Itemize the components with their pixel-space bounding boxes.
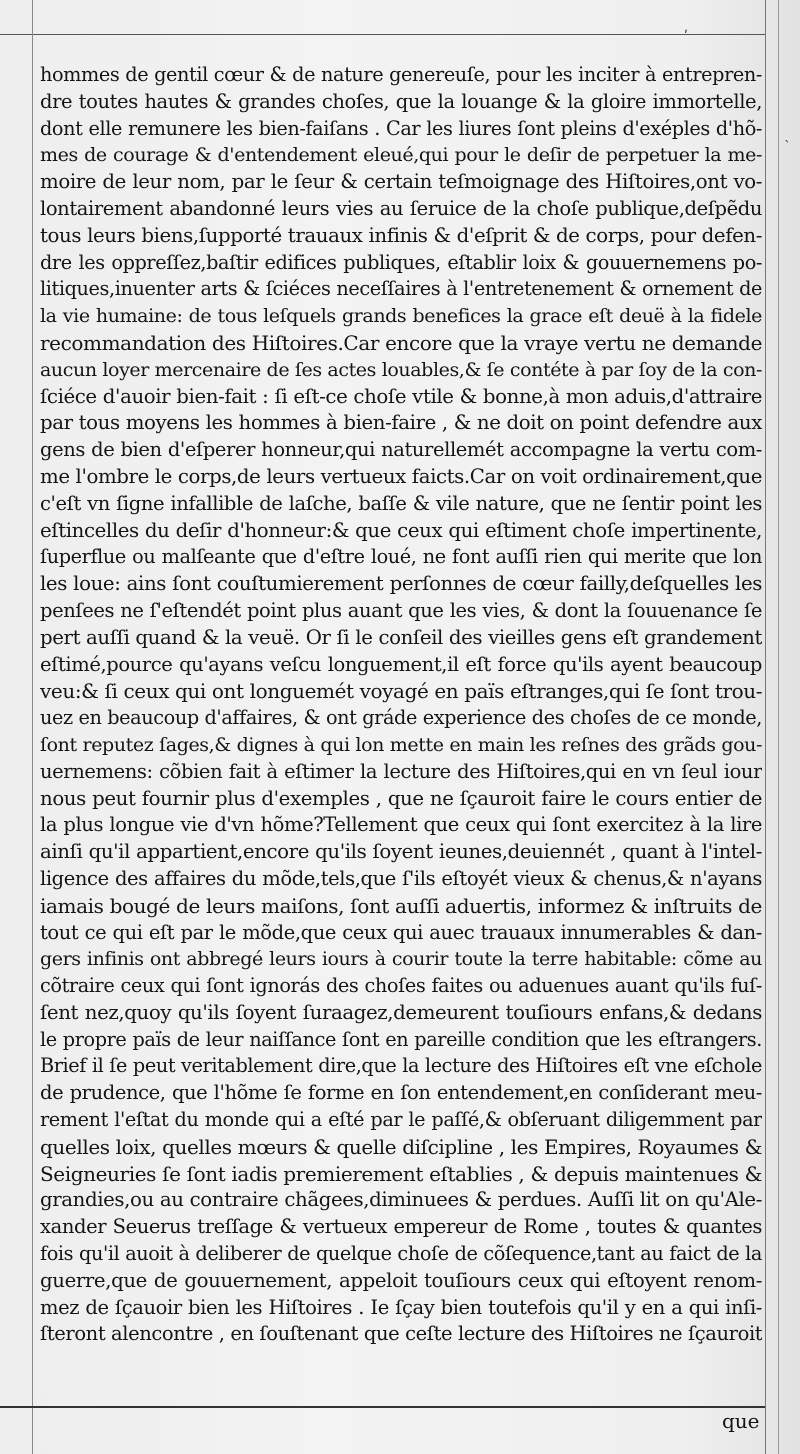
text-line: dont elle remunere les bien-faiſans . Car les liures ſont pleins d'exéples d'hõ- — [40, 116, 762, 140]
text-line: penſees ne ſ'eſtendét point plus auant que les vies, & dont la ſouuenance ſe — [40, 598, 762, 622]
text-line: lontairement abandonné leurs vies au ſeruice de la choſe publique,deſpẽdu — [40, 196, 762, 220]
text-line: pert auſſi quand & la veuë. Or ſi le conſeil des vieilles gens eſt grandement — [40, 625, 762, 649]
bottom-rule — [0, 1406, 765, 1408]
text-line: hommes de gentil cœur & de nature genereuſe, pour les inciter à entrepren- — [40, 63, 762, 86]
text-line: moire de leur nom, par le ſeur & certain teſmoignage des Hiſtoires,ont vo- — [40, 170, 762, 194]
text-line: cõtraire ceux qui ſont ignorás des choſes faites ou aduenues auant qu'ils fuſ- — [40, 974, 762, 998]
text-line: tout ce qui eſt par le mõde,que ceux qui auec trauaux innumerables & dan- — [40, 920, 762, 944]
text-line: Brief il ſe peut veritablement dire,que la lecture des Hiſtoires eſt vne eſchole — [40, 1054, 762, 1078]
text-line: tous leurs biens,ſupporté trauaux infinis & d'eſprit & de corps, pour defen- — [40, 223, 762, 247]
text-line: par tous moyens les hommes à bien-faire , & ne doit on point defendre aux — [40, 411, 762, 435]
text-line: mez de ſçauoir bien les Hiſtoires . Ie ſçay bien toutefois qu'il y en a qui inſi- — [40, 1295, 762, 1319]
text-line: ſont reputez ſages,& dignes à qui lon mette en main les reſnes des grãds gou- — [40, 733, 762, 756]
text-line: ligence des affaires du mõde,tels,que ſ'ils eſtoyét vieux & chenus,& n'ayans — [40, 866, 762, 890]
text-line: gers infinis ont abbregé leurs iours à courir toute la terre habitable: cõme au — [40, 948, 762, 971]
left-margin-line — [32, 0, 33, 1454]
text-line: recommandation des Hiſtoires.Car encore que la vraye vertu ne demande — [40, 330, 762, 355]
text-line: guerre,que de gouuernement, appeloit touſiours ceux qui eſtoyent renom- — [40, 1268, 762, 1292]
text-line: quelles loix, quelles mœurs & quelle diſcipline , les Empires, Royaumes & — [40, 1134, 762, 1159]
text-line: ſuperflue ou malſeante que d'eſtre loué, ne font auſſi rien qui merite que lon — [40, 545, 762, 569]
text-line: ainſi qu'il appartient,encore qu'ils ſoyent ieunes,deuiennét , quant à l'intel- — [40, 840, 762, 864]
ink-speck: ˋ — [784, 139, 791, 155]
text-line: aucun loyer mercenaire de ſes actes louables,& ſe contéte à par ſoy de la con- — [40, 358, 762, 381]
body-text — [40, 62, 762, 1348]
text-line: c'eſt vn ſigne infallible de laſche, baſſe & vile nature, que ne ſentir point les — [40, 491, 762, 515]
text-line: iamais bougé de leurs maiſons, ſont auſſi aduertis, informez & inſtruits de — [40, 893, 762, 918]
text-line: les loue: ains ſont couſtumierement perſonnes de cœur failly,deſquelles les — [40, 572, 762, 596]
text-line: gens de bien d'eſperer honneur,qui naturellemét accompagne la vertu com- — [40, 438, 762, 462]
text-line: veu:& ſi ceux qui ont longuemét voyagé en païs eſtranges,qui ſe ſont trou- — [40, 679, 762, 704]
ink-speck: ʹ — [684, 29, 688, 45]
right-edge-line — [778, 0, 779, 1454]
text-line: eſtimé,pource qu'ayans veſcu longuement,il eſt force qu'ils ayent beaucoup — [40, 652, 762, 676]
text-line: fois qu'il auoit à deliberer de quelque choſe de cõſequence,tant au faict de la — [40, 1242, 762, 1266]
text-line: me l'ombre le corps,de leurs vertueux faicts.Car on voit ordinairement,que — [40, 464, 762, 488]
text-line: xander Seuerus treſſage & vertueux empereur de Rome , toutes & quantes — [40, 1215, 762, 1239]
text-line: rement l'eſtat du monde qui a eſté par le paſſé,& obſeruant diligemment par — [40, 1108, 762, 1132]
top-rule — [0, 34, 765, 35]
text-line: de prudence, que l'hõme ſe forme en ſon entendement,en conſiderant meu- — [40, 1081, 762, 1105]
right-margin-line — [765, 0, 766, 1454]
text-line: grandies,ou au contraire chãgees,diminuees & perdues. Auſſi lit on qu'Ale- — [40, 1188, 762, 1212]
text-line: litiques,inuenter arts & ſciéces neceſſaires à l'entretenement & ornement de — [40, 277, 762, 301]
text-line: uernemens: cõbien fait à eſtimer la lecture des Hiſtoires,qui en vn ſeul iour — [40, 759, 762, 783]
text-line: dre toutes hautes & grandes choſes, que la louange & la gloire immortelle, — [40, 89, 762, 113]
text-line: dre les oppreſſez,baſtir edifices publiques, eſtablir loix & gouuernemens po- — [40, 250, 762, 274]
text-line: ſent nez,quoy qu'ils ſoyent ſuraagez,demeurent touſiours enfans,& dedans — [40, 1000, 762, 1024]
catchword: que — [722, 1409, 760, 1433]
text-line: uez en beaucoup d'affaires, & ont gráde experience des choſes de ce monde, — [40, 706, 762, 730]
text-line: nous peut fournir plus d'exemples , que ne ſçauroit faire le cours entier de — [40, 786, 762, 810]
text-line: le propre païs de leur naiſſance ſont en pareille condition que les eſtrangers. — [40, 1027, 762, 1051]
text-line: eſtincelles du deſir d'honneur:& que ceux qui eſtiment choſe impertinente, — [40, 518, 762, 542]
text-line: la vie humaine: de tous leſquels grands benefices la grace eſt deuë à la fidele — [40, 305, 762, 328]
text-line: la plus longue vie d'vn hõme?Tellement que ceux qui ſont exercitez à la lire — [40, 813, 762, 837]
text-line: mes de courage & d'entendement eleué,qui pour le deſir de perpetuer la me- — [40, 144, 762, 167]
text-line: ſteront alencontre , en ſouſtenant que ceſte lecture des Hiſtoires ne ſçauroit — [40, 1322, 762, 1346]
text-line: Seigneuries ſe ſont iadis premierement eſtablies , & depuis maintenues & — [40, 1161, 762, 1186]
text-line: ſciéce d'auoir bien-fait : ſi eſt-ce choſe vtile & bonne,à mon aduis,d'attraire — [40, 384, 762, 408]
